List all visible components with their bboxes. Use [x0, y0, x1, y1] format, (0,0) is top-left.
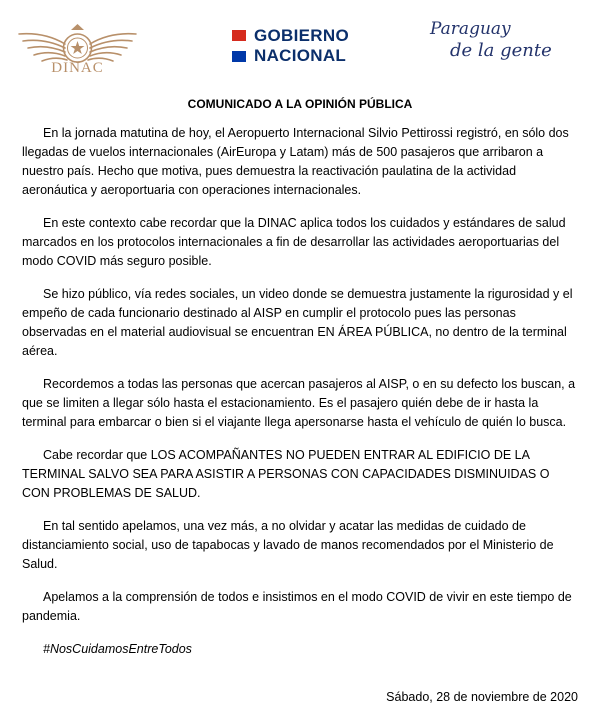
slogan-line2: de la gente [450, 40, 552, 61]
document-body [22, 124, 578, 659]
paragraph: Recordemos a todas las personas que acercan pasajeros al AISP, o en su defecto los buscan, a que se limiten a llegar sólo hasta el estacionamiento. Es el pasajero quién debe de ir hasta la terminal para embarcar o bien si el viajante llega apersonarse hasta el vehículo de quién lo busca. [22, 377, 576, 429]
hashtag: #NosCuidamosEntreTodos [43, 642, 192, 656]
gobierno-nacional-logo [232, 26, 382, 66]
paraguay-flag-icon [232, 30, 246, 62]
paragraph: Apelamos a la comprensión de todos e insistimos en el modo COVID de vivir en este tiempo de pandemia. [22, 590, 572, 623]
paraguay-de-la-gente-logo [430, 18, 570, 62]
nacional-line: NACIONAL [254, 46, 347, 65]
paragraph: En la jornada matutina de hoy, el Aeropuerto Internacional Silvio Pettirossi registró, en sólo dos llegadas de vuelos internacionales (AirEuropa y Latam) más de 500 pasajeros que arribaron a nuestro país. Hecho que motiva, pues demuestra la reactivación paulatina de la actividad aeronáutica y aeroportuaria con operaciones internacionales. [22, 126, 569, 197]
gobierno-line: GOBIERNO [254, 26, 349, 45]
paragraph: Se hizo público, vía redes sociales, un video donde se demuestra justamente la rigurosidad y el empeño de cada funcionario destinado al AISP en cumplir el protocolo pues las personas observadas en el material audiovisual se encuentran EN ÁREA PÚBLICA, no dentro de la terminal aérea. [22, 287, 573, 358]
gobierno-nacional-text [254, 26, 349, 66]
slogan-line1: Paraguay [430, 19, 511, 39]
dinac-label: DINAC [51, 60, 104, 76]
paragraph: En este contexto cabe recordar que la DINAC aplica todos los cuidados y estándares de salud marcados en los protocolos internacionales a fin de desarrollar las actividades aeroportuarias del modo COVID más seguro posible. [22, 216, 566, 268]
document-date: Sábado, 28 de noviembre de 2020 [386, 690, 578, 704]
paragraph: En tal sentido apelamos, una vez más, a no olvidar y acatar las medidas de cuidado de distanciamiento social, uso de tapabocas y lavado de manos recomendados por el Ministerio de Salud. [22, 519, 554, 571]
paragraph: Cabe recordar que LOS ACOMPAÑANTES NO PUEDEN ENTRAR AL EDIFICIO DE LA TERMINAL SALVO SEA PARA ASISTIR A PERSONAS CON CAPACIDADES DISMINUIDAS O CON PROBLEMAS DE SALUD. [22, 448, 550, 500]
document-title: COMUNICADO A LA OPINIÓN PÚBLICA [187, 97, 413, 111]
header [0, 0, 600, 90]
